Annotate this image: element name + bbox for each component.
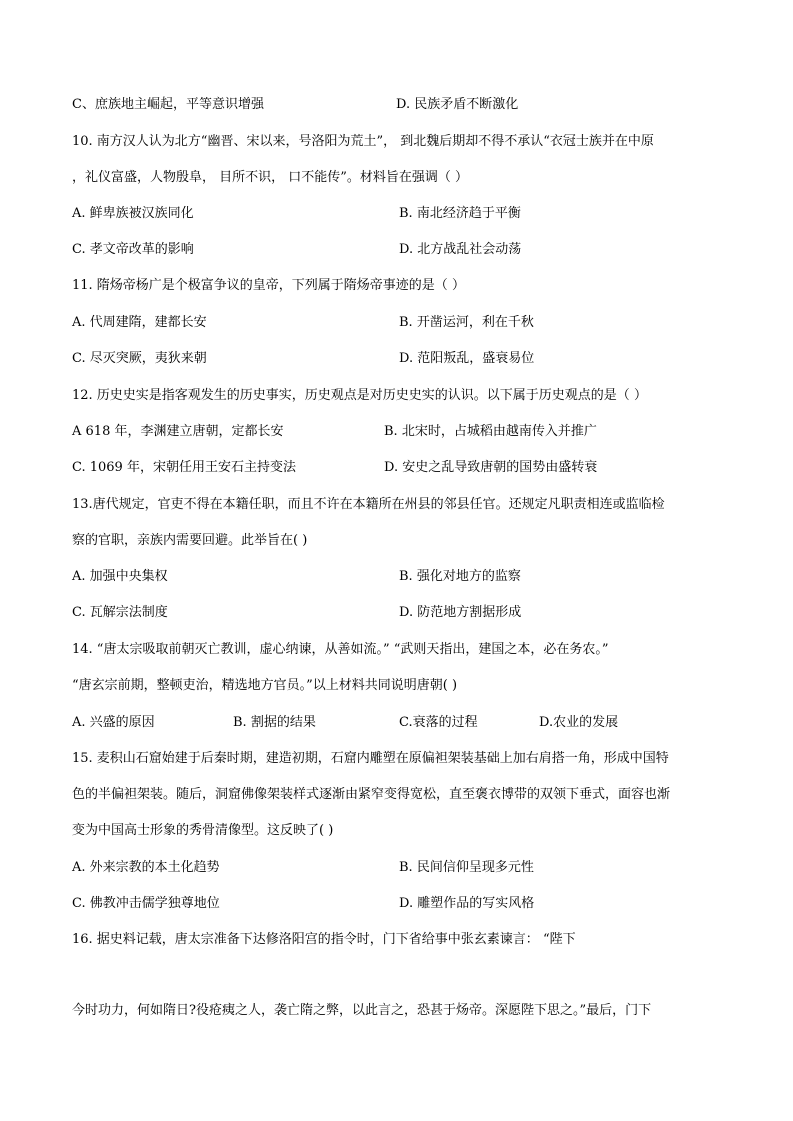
question-10-stem-cont: ，礼仪富盛，人物殷阜， 目所不识， 口不能传”。材料旨在强调（ ） <box>72 170 469 185</box>
question-15-option-b: B. 民间信仰呈现多元性 <box>399 860 534 875</box>
question-11-option-a: A. 代周建隋，建都长安 <box>72 315 207 330</box>
question-15-option-c: C. 佛教冲击儒学独尊地位 <box>72 896 220 911</box>
question-14-option-d: D.农业的发展 <box>539 715 619 730</box>
question-12-option-b: B. 北宋时，占城稻由越南传入并推广 <box>384 424 597 439</box>
question-13-option-d: D. 防范地方割据形成 <box>399 605 522 620</box>
question-14-stem: 14. “唐太宗吸取前朝灭亡教训，虚心纳谏，从善如流。” “武则天指出，建国之本，必在务农。” <box>72 642 609 657</box>
question-14-option-a: A. 兴盛的原因 <box>72 715 155 730</box>
option-d: D. 民族矛盾不断激化 <box>396 97 519 112</box>
question-10-option-a: A. 鲜卑族被汉族同化 <box>72 206 194 221</box>
question-10-option-c: C. 孝文帝改革的影响 <box>72 242 194 257</box>
question-15-stem: 15. 麦积山石窟始建于后秦时期，建造初期，石窟内雕塑在原偏袒架装基础上加右肩搭一角，形成中国特 <box>72 751 669 766</box>
question-13-option-b: B. 强化对地方的监察 <box>399 569 521 584</box>
question-11-option-c: C. 尽灭突厥，夷狄来朝 <box>72 351 207 366</box>
question-10-option-b: B. 南北经济趋于平衡 <box>399 206 521 221</box>
question-16-stem-cont: 今时功力，何如隋日?役疮痍之人，袭亡隋之弊，以此言之，恐甚于炀帝。深愿陛下思之。”最后，门下 <box>72 1003 652 1018</box>
question-14-stem-cont: “唐玄宗前期，整顿吏治，精选地方官员。”以上材料共同说明唐朝( ) <box>72 678 458 693</box>
question-10-stem: 10. 南方汉人认为北方“幽晋、宋以来，号洛阳为荒土”， 到北魏后期却不得不承认“衣冠士族并在中原 <box>72 134 654 149</box>
question-11-stem: 11. 隋炀帝杨广是个极富争议的皇帝，下列属于隋炀帝事迹的是（ ） <box>72 278 465 293</box>
question-10-option-d: D. 北方战乱社会动荡 <box>399 242 522 257</box>
question-12-option-d: D. 安史之乱导致唐朝的国势由盛转衰 <box>384 460 598 475</box>
question-15-option-a: A. 外来宗教的本土化趋势 <box>72 860 220 875</box>
option-c: C、庶族地主崛起，平等意识增强 <box>72 97 264 112</box>
question-12-option-c: C. 1069 年，宋朝任用王安石主持变法 <box>72 460 296 475</box>
question-13-option-a: A. 加强中央集权 <box>72 569 168 584</box>
question-12-option-a: A 618 年，李渊建立唐朝，定都长安 <box>72 424 284 439</box>
question-13-option-c: C. 瓦解宗法制度 <box>72 605 168 620</box>
question-12-stem: 12. 历史史实是指客观发生的历史事实，历史观点是对历史史实的认识。以下属于历史观点的是（ ） <box>72 388 647 403</box>
question-13-stem-cont: 察的官职，亲族内需要回避。此举旨在( ) <box>72 533 308 548</box>
question-11-option-b: B. 开凿运河，利在千秋 <box>399 315 534 330</box>
question-15-stem-cont-2: 变为中国高士形象的秀骨清像型。这反映了( ) <box>72 823 334 838</box>
question-14-option-c: C.衰落的过程 <box>399 715 478 730</box>
question-15-option-d: D. 雕塑作品的写实风格 <box>399 896 535 911</box>
question-14-option-b: B. 割据的结果 <box>233 715 316 730</box>
question-11-option-d: D. 范阳叛乱，盛衰易位 <box>399 351 535 366</box>
question-16-stem: 16. 据史料记载，唐太宗准备下达修洛阳宫的指令时，门下省给事中张玄素谏言： “陛下 <box>72 932 576 947</box>
question-15-stem-cont-1: 色的半偏袒架装。随后，洞窟佛像架装样式逐渐由紧窄变得宽松，直至褒衣博带的双领下垂式，面容也渐 <box>72 787 671 802</box>
question-13-stem: 13.唐代规定，官吏不得在本籍任职，而且不许在本籍所在州县的邻县任官。还规定凡职责相连或监临检 <box>72 497 665 512</box>
